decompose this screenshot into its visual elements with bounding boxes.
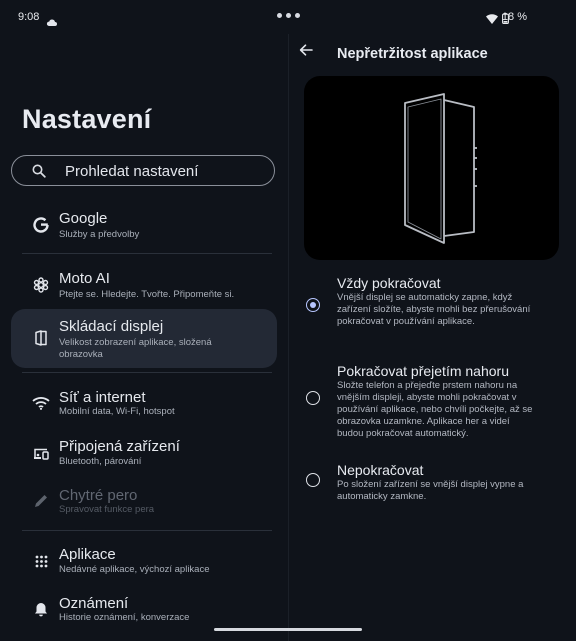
smart-pen-icon: [31, 491, 51, 511]
settings-item-foldable-display[interactable]: [11, 309, 277, 368]
status-bar: [0, 0, 576, 34]
option-continue-swipe-up[interactable]: [300, 361, 550, 441]
item-title: Chytré pero: [59, 487, 138, 504]
search-input[interactable]: Prohledat nastavení: [65, 163, 199, 180]
option-always-continue[interactable]: [300, 273, 550, 343]
settings-item-notifications[interactable]: [11, 589, 277, 633]
item-title: Google: [59, 210, 108, 227]
wifi-status-icon: [486, 11, 498, 29]
moto-ai-icon: [31, 275, 51, 295]
option-description: Složte telefon a přejeďte prstem nahoru na vnějším displeji, abyste mohli pokračovat v používání aplikace, nebo chvíli počkejte, až se obrazovka uzamkne. Aplikace her a videí budou pokračovat automatický.: [337, 380, 533, 439]
foldable-phone-illustration: [304, 76, 559, 260]
back-arrow-icon[interactable]: [298, 42, 314, 63]
settings-item-network[interactable]: [11, 383, 277, 427]
option-description: Vnější displej se automaticky zapne, když zařízení složíte, abyste mohli bez přerušování pokračovat v používání aplikace.: [337, 292, 531, 327]
option-description: Po složení zařízení se vnější displej vypne a automaticky zamkne.: [337, 479, 524, 502]
item-subtitle: Nedávné aplikace, výchozí aplikace: [59, 564, 210, 575]
option-do-not-continue[interactable]: [300, 460, 550, 504]
settings-item-moto-ai[interactable]: [11, 263, 277, 307]
item-subtitle: Spravovat funkce pera: [59, 504, 155, 515]
option-title: Vždy pokračovat: [337, 275, 441, 291]
item-subtitle: Historie oznámení, konverzace: [59, 612, 190, 623]
settings-item-smart-pen: [11, 481, 277, 525]
item-subtitle: Velikost zobrazení aplikace, složená obrazovka: [59, 337, 212, 360]
google-g-icon: [31, 215, 51, 235]
bell-icon: [31, 599, 51, 619]
wifi-icon: [31, 393, 51, 413]
item-title: Oznámení: [59, 595, 129, 612]
settings-item-connected-devices[interactable]: [11, 432, 277, 476]
radio-button[interactable]: [306, 391, 320, 405]
apps-grid-icon: [31, 551, 51, 571]
settings-item-apps[interactable]: [11, 540, 277, 584]
radio-button[interactable]: [306, 473, 320, 487]
item-title: Moto AI: [59, 270, 110, 287]
page-title: Nastavení: [22, 104, 152, 134]
option-title: Nepokračovat: [337, 462, 424, 478]
gesture-nav-bar[interactable]: [214, 628, 362, 631]
item-subtitle: Mobilní data, Wi-Fi, hotspot: [59, 406, 175, 417]
item-subtitle: Ptejte se. Hledejte. Tvořte. Připomeňte si.: [59, 289, 235, 300]
status-time: 9:08: [18, 11, 40, 23]
pane-divider: [288, 34, 289, 641]
item-title: Aplikace: [59, 546, 116, 563]
settings-item-google[interactable]: [11, 204, 277, 248]
radio-button-selected[interactable]: [306, 298, 320, 312]
cloud-icon: [46, 13, 57, 31]
item-subtitle: Bluetooth, párování: [59, 456, 142, 467]
section-divider: [22, 530, 272, 531]
battery-percent: 18 %: [501, 11, 527, 23]
item-title: Skládací displej: [59, 318, 164, 335]
item-title: Připojená zařízení: [59, 438, 180, 455]
item-title: Síť a internet: [59, 389, 146, 406]
option-title: Pokračovat přejetím nahoru: [337, 363, 509, 379]
detail-title: Nepřetržitost aplikace: [337, 46, 488, 62]
item-subtitle: Služby a předvolby: [59, 229, 140, 240]
connected-devices-icon: [31, 443, 51, 463]
section-divider: [22, 372, 272, 373]
section-divider: [22, 253, 272, 254]
search-icon: [32, 164, 46, 183]
foldable-display-icon: [31, 328, 51, 348]
search-field[interactable]: [11, 155, 275, 186]
more-dots-icon[interactable]: [277, 13, 300, 18]
